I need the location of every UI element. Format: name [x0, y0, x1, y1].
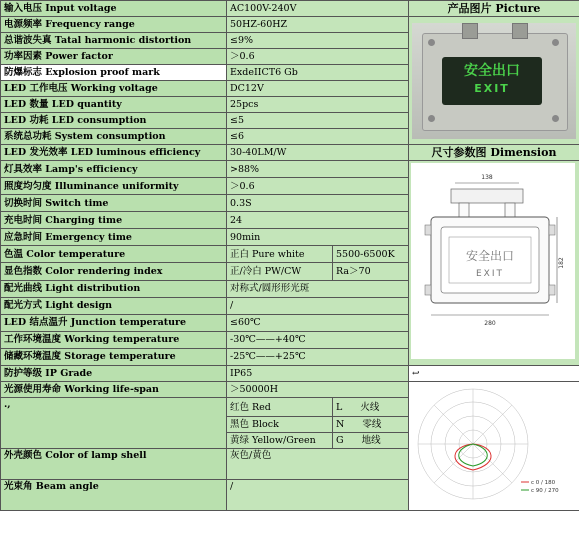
wire-key: .,	[1, 398, 227, 449]
polar-legend-2: c 90 / 270	[531, 488, 559, 494]
dimension-title: 尺寸参数图 Dimension	[409, 145, 579, 161]
picture-title: 产品图片 Picture	[409, 1, 579, 17]
spec-row	[1, 145, 579, 161]
spec-value: 正白 Pure white	[227, 246, 333, 263]
spec-value: ≤5	[227, 113, 409, 129]
spec-value: DC12V	[227, 81, 409, 97]
spec-key: 灯具效率 Lamp's efficiency	[1, 161, 227, 178]
spec-value: ≤9%	[227, 33, 409, 49]
spec-row	[1, 17, 579, 33]
wire-code-letter: G	[336, 435, 344, 446]
dimension-drawing	[409, 161, 579, 366]
spec-key: 配光方式 Light design	[1, 297, 227, 314]
spec-key: 储藏环境温度 Storage temperature	[1, 348, 227, 365]
dim-sign-cn: 安全出口	[465, 249, 515, 263]
spec-key: 切换时间 Switch time	[1, 195, 227, 212]
dim-sign-en: EXIT	[475, 269, 505, 279]
dim-height: 182	[558, 257, 565, 269]
sign-en: EXIT	[474, 81, 510, 95]
wire-color: 红色 Red	[227, 398, 333, 417]
spec-key: 电源频率 Frequency range	[1, 17, 227, 33]
dimension-svg	[411, 163, 575, 359]
spec-value: AC100V-240V	[227, 1, 409, 17]
spec-value: 0.3S	[227, 195, 409, 212]
spec-row	[1, 1, 579, 17]
spec-value: 对称式/圆形形光斑	[227, 280, 409, 297]
sign-cn: 安全出口	[464, 62, 520, 79]
wire-name: 火线	[360, 401, 380, 413]
spec-key: LED 发光效率 LED luminous efficiency	[1, 145, 227, 161]
spec-key: 总谐波失真 Tatal harmonic distortion	[1, 33, 227, 49]
spec-value: 24	[227, 212, 409, 229]
polar-legend-1: c 0 / 180	[531, 480, 556, 486]
polar-svg	[411, 384, 575, 504]
shell-row-value: 灰色/黄色	[227, 449, 409, 480]
spec-value: 90min	[227, 229, 409, 246]
spec-row	[1, 366, 579, 382]
dim-width: 280	[484, 320, 496, 327]
spec-value: >88%	[227, 161, 409, 178]
spec-key: 输入电压 Input voltage	[1, 1, 227, 17]
wire-code-letter: L	[336, 401, 343, 413]
spec-value: -25℃——+25℃	[227, 348, 409, 365]
spec-value: ＞0.6	[227, 178, 409, 195]
spec-value: 正/冷白 PW/CW	[227, 263, 333, 280]
spec-key: LED 结点温升 Junction temperature	[1, 314, 227, 331]
wire-color: 黄绿 Yellow/Green	[227, 433, 333, 449]
beam-row-key: 光束角 Beam angle	[1, 480, 227, 511]
spec-key: 功率因素 Power factor	[1, 49, 227, 65]
spec-key: 光源使用寿命 Working life-span	[1, 382, 227, 398]
spec-key: 工作环境温度 Working temperature	[1, 331, 227, 348]
spec-value-2: Ra＞70	[333, 263, 409, 280]
dim-top: 138	[481, 174, 493, 181]
wire-code	[333, 417, 409, 433]
wire-code-letter: N	[336, 419, 345, 430]
wire-code	[333, 433, 409, 449]
spec-key: 照度均匀度 Illuminance uniformity	[1, 178, 227, 195]
exit-sign	[442, 57, 542, 105]
wire-name: 地线	[361, 435, 381, 446]
spec-row	[1, 382, 579, 398]
spec-value: IP65	[227, 366, 409, 382]
spec-key: 充电时间 Charging time	[1, 212, 227, 229]
wire-code	[333, 398, 409, 417]
spec-key: 系统总功耗 System consumption	[1, 129, 227, 145]
spec-value-2: 5500-6500K	[333, 246, 409, 263]
spec-value: ＞50000H	[227, 382, 409, 398]
spec-key: 显色指数 Color rendering index	[1, 263, 227, 280]
spec-key: 配光曲线 Light distribution	[1, 280, 227, 297]
spec-value: /	[227, 297, 409, 314]
beam-row-value: /	[227, 480, 409, 511]
product-photo	[409, 17, 579, 145]
spec-value: -30℃——+40℃	[227, 331, 409, 348]
spec-value: ExdeIICT6 Gb	[227, 65, 409, 81]
shell-row-key: 外壳颜色 Color of lamp shell	[1, 449, 227, 480]
polar-curve	[409, 382, 579, 511]
spec-key: 防爆标志 Explosion proof mark	[1, 65, 227, 81]
spec-key: 色温 Color temperature	[1, 246, 227, 263]
spec-key: LED 功耗 LED consumption	[1, 113, 227, 129]
spec-value: ≤60℃	[227, 314, 409, 331]
exit-sign-photo	[412, 23, 576, 139]
spec-value: 25pcs	[227, 97, 409, 113]
spec-value: 50HZ-60HZ	[227, 17, 409, 33]
spec-value: 30-40LM/W	[227, 145, 409, 161]
spec-value: ＞0.6	[227, 49, 409, 65]
spec-key: 防护等级 IP Grade	[1, 366, 227, 382]
spec-row	[1, 161, 579, 178]
spec-value: ≤6	[227, 129, 409, 145]
wire-name: 零线	[362, 419, 382, 430]
spec-key: 应急时间 Emergency time	[1, 229, 227, 246]
return-mark: ↩	[409, 366, 579, 382]
spec-key: LED 工作电压 Working voltage	[1, 81, 227, 97]
spec-key: LED 数量 LED quantity	[1, 97, 227, 113]
wire-color: 黑色 Block	[227, 417, 333, 433]
